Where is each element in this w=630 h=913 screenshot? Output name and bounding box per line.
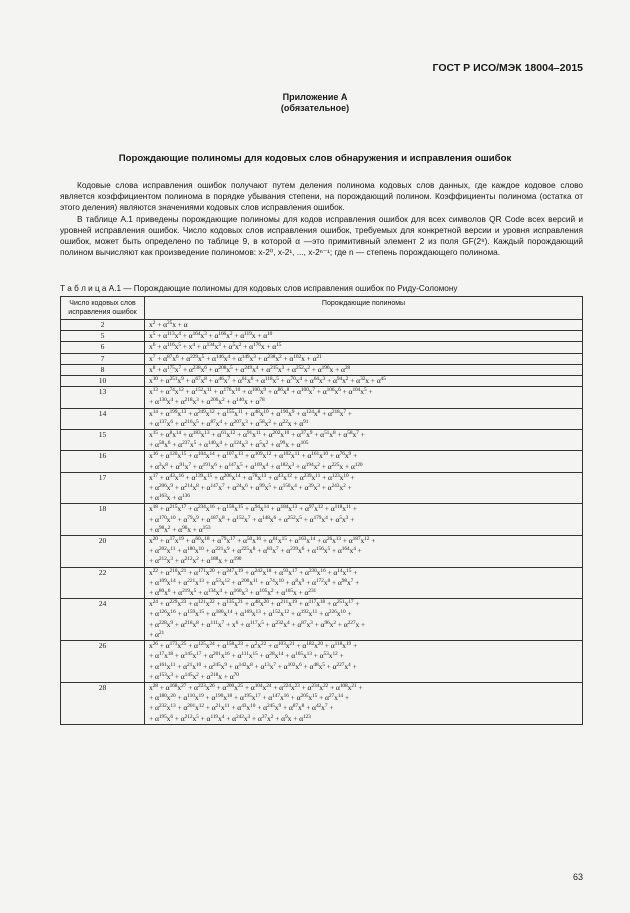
polynomial-line: + $\alpha^{109}x^{14} + \alpha^{221}x^{13} + \alpha^{53}x^{12} + \alpha^{200}x^{11} + \alpha^{74}x^{10} + \alpha^8x^9 + \alpha^{172}x^8 + \alpha^{98}x^7$ +: [149, 577, 360, 587]
annex-title: Приложение А: [282, 92, 348, 102]
codeword-count: 26: [61, 641, 145, 683]
polynomial-line: + $\alpha^{58}x^6 + \alpha^{237}x^5 + \alpha^{140}x^4 + \alpha^{124}x^3 + \alpha^5x^2 + \alpha^{99}x + \alpha^{105}$: [149, 440, 309, 450]
paragraph-2: В таблице А.1 приведены порождающие полиномы для кодов исправления ошибок для всех символов QR Code всех версий и уровней исправления ошибок. Число кодовых слов исправления ошибок, требуемых для конкретной версии и уровня исправления ошибок, может быть определено по таблице 9, в которой α —это примитивный элемент 2 из поля GF(2⁸). Каждый порождающий полином вычисляют как произведение полиномов: x-2⁰, x-2¹, ..., x-2ⁿ⁻¹; где n — степень порождающего полинома.: [60, 213, 583, 258]
codeword-count: 10: [61, 376, 145, 387]
codeword-count: 20: [61, 536, 145, 568]
polynomial-line: $x^8 + \alpha^{175}x^7 + \alpha^{238}x^6 + \alpha^{208}x^5 + \alpha^{249}x^4 + \alpha^{215}x^3 + \alpha^{252}x^2 + \alpha^{196}x + \alpha^{28}$: [149, 364, 351, 374]
table-row: [61, 599, 583, 641]
polynomial-line: $x^{18} + \alpha^{215}x^{17} + \alpha^{234}x^{16} + \alpha^{158}x^{15} + \alpha^{94}x^{14} + \alpha^{184}x^{13} + \alpha^{97}x^{12} + \alpha^{118}x^{11}$ +: [149, 504, 357, 514]
generator-polynomial: [145, 504, 583, 536]
table-row: [61, 353, 583, 364]
table-row: [61, 536, 583, 568]
table-row: [61, 641, 583, 683]
table-row: [61, 387, 583, 408]
codeword-count: 13: [61, 387, 145, 408]
generator-polynomial: [145, 342, 583, 353]
codeword-count: 16: [61, 451, 145, 472]
table-row: [61, 472, 583, 504]
column-header-polynomials: Порождающие полиномы: [145, 297, 583, 320]
polynomial-line: $x^{20} + \alpha^{17}x^{19} + \alpha^{60}x^{18} + \alpha^{79}x^{17} + \alpha^{50}x^{16} + \alpha^{61}x^{15} + \alpha^{163}x^{14} + \alpha^{26}x^{13} + \alpha^{187}x^{12}$ +: [149, 536, 376, 546]
polynomial-line: + $\alpha^{21}$: [149, 629, 165, 639]
generator-polynomial: [145, 472, 583, 504]
generator-polynomial: [145, 430, 583, 451]
polynomial-line: + $\alpha^{206}x^9 + \alpha^{214}x^8 + \alpha^{147}x^7 + \alpha^{24}x^6 + \alpha^{99}x^5 + \alpha^{150}x^4 + \alpha^{39}x^3 + \alpha^{243}x^2$ +: [149, 483, 352, 493]
generator-polynomials-table: [60, 296, 583, 725]
codeword-count: 8: [61, 364, 145, 375]
polynomial-line: + $\alpha^{163}x + \alpha^{136}$: [149, 493, 190, 503]
polynomial-line: $x^{15} + \alpha^8x^{14} + \alpha^{183}x^{13} + \alpha^{61}x^{12} + \alpha^{91}x^{11} + \alpha^{202}x^{10} + \alpha^{37}x^9 + \alpha^{51}x^8 + \alpha^{58}x^7$ +: [149, 430, 365, 440]
polynomial-line: + $\alpha^{212}x^3 + \alpha^{212}x^2 + \alpha^{188}x + \alpha^{190}$: [149, 556, 242, 566]
table-row: [61, 682, 583, 724]
polynomial-line: + $\alpha^{180}x^{20} + \alpha^{110}x^{19} + \alpha^{190}x^{18} + \alpha^{195}x^{17} + \alpha^{147}x^{16} + \alpha^{205}x^{15} + \alpha^{27}x^{14}$ +: [149, 693, 350, 703]
generator-polynomial: [145, 536, 583, 568]
polynomial-line: + $\alpha^{137}x^6 + \alpha^{216}x^5 + \alpha^{87}x^4 + \alpha^{207}x^3 + \alpha^{58}x^2 + \alpha^{22}x + \alpha^{91}$: [149, 418, 309, 428]
table-header-row: [61, 297, 583, 320]
generator-polynomial: [145, 387, 583, 408]
polynomial-line: + $\alpha^{228}x^9 + \alpha^{218}x^8 + \alpha^{111}x^7 + x^6 + \alpha^{117}x^5 + \alpha^{232}x^4 + \alpha^{87}x^3 + \alpha^{96}x^2 + \alpha^{227}x$ +: [149, 619, 366, 629]
polynomial-line: $x^{13} + \alpha^{74}x^{12} + \alpha^{152}x^{11} + \alpha^{176}x^{10} + \alpha^{100}x^9 + \alpha^{86}x^8 + \alpha^{100}x^7 + \alpha^{106}x^6 + \alpha^{104}x^5$ +: [149, 387, 373, 397]
table-row: [61, 364, 583, 375]
codeword-count: 17: [61, 472, 145, 504]
table-row: [61, 504, 583, 536]
generator-polynomial: [145, 331, 583, 342]
annex-heading: [0, 92, 630, 114]
codeword-count: 22: [61, 567, 145, 599]
codeword-count: 7: [61, 353, 145, 364]
standard-header: ГОСТ Р ИСО/МЭК 18004–2015: [432, 62, 583, 74]
table-row: [61, 320, 583, 331]
generator-polynomial: [145, 599, 583, 641]
codeword-count: 6: [61, 342, 145, 353]
polynomial-line: + $\alpha^{126}x^{16} + \alpha^{159}x^{15} + \alpha^{180}x^{14} + \alpha^{169}x^{13} + \alpha^{152}x^{12} + \alpha^{192}x^{11} + \alpha^{226}x^{10}$ +: [149, 609, 352, 619]
section-title: Порождающие полиномы для кодовых слов обнаружения и исправления ошибок: [118, 153, 512, 164]
paragraph-1: Кодовые слова исправления ошибок получают путем деления полинома кодовых слов данных, где каждое кодовое слово является коэффициентом полинома в порядке убывания степени, на порождающий полином. Коэффициенты полинома (остатка от этого деления) являются значениями кодовых слов исправления ошибок.: [60, 180, 583, 213]
generator-polynomial: [145, 641, 583, 683]
polynomial-line: $x^{28} + \alpha^{168}x^{27} + \alpha^{223}x^{26} + \alpha^{200}x^{25} + \alpha^{104}x^{24} + \alpha^{224}x^{23} + \alpha^{234}x^{22} + \alpha^{108}x^{21}$ +: [149, 682, 363, 692]
generator-polynomial: [145, 320, 583, 331]
polynomial-line: + $\alpha^{232}x^{13} + \alpha^{201}x^{12} + \alpha^{21}x^{11} + \alpha^{43}x^{10} + \alpha^{245}x^9 + \alpha^{87}x^8 + \alpha^{42}x^7$ +: [149, 703, 334, 713]
polynomial-line: $x^{17} + \alpha^{43}x^{16} + \alpha^{139}x^{15} + \alpha^{206}x^{14} + \alpha^{78}x^{13} + \alpha^{43}x^{12} + \alpha^{239}x^{11} + \alpha^{123}x^{10}$ +: [149, 472, 355, 482]
polynomial-line: + $\alpha^{161}x^{11} + \alpha^{21}x^{10} + \alpha^{245}x^9 + \alpha^{142}x^8 + \alpha^{13}x^7 + \alpha^{102}x^6 + \alpha^{48}x^5 + \alpha^{227}x^4$ +: [149, 661, 357, 671]
generator-polynomial: [145, 364, 583, 375]
polynomial-line: $x^{24} + \alpha^{229}x^{23} + \alpha^{121}x^{22} + \alpha^{135}x^{21} + \alpha^{48}x^{20} + \alpha^{211}x^{19} + \alpha^{117}x^{18} + \alpha^{251}x^{17}$ +: [149, 599, 360, 609]
codeword-count: 24: [61, 599, 145, 641]
polynomial-line: + $\alpha^{80}x^6 + \alpha^{219}x^5 + \alpha^{134}x^4 + \alpha^{160}x^3 + \alpha^{105}x^2 + \alpha^{165}x + \alpha^{231}$: [149, 588, 317, 598]
codeword-count: 14: [61, 408, 145, 429]
polynomial-line: $x^6 + \alpha^{116}x^5 + x^4 + \alpha^{134}x^3 + \alpha^5x^2 + \alpha^{176}x + \alpha^{15}$: [149, 342, 282, 352]
polynomial-line: + $\alpha^{202}x^{11} + \alpha^{180}x^{10} + \alpha^{221}x^9 + \alpha^{225}x^8 + \alpha^{83}x^7 + \alpha^{239}x^6 + \alpha^{156}x^5 + \alpha^{164}x^4$ +: [149, 546, 362, 556]
generator-polynomial: [145, 682, 583, 724]
table-caption: Т а б л и ц а А.1 — Порождающие полиномы для кодовых слов исправления ошибок по Риду-Соломону: [60, 284, 458, 293]
polynomial-line: $x^{14} + \alpha^{199}x^{13} + \alpha^{249}x^{12} + \alpha^{155}x^{11} + \alpha^{48}x^{10} + \alpha^{190}x^9 + \alpha^{124}x^8 + \alpha^{218}x^7$ +: [149, 408, 352, 418]
polynomial-line: + $\alpha^{98}x^2 + \alpha^{96}x + \alpha^{153}$: [149, 524, 211, 534]
table-row: [61, 331, 583, 342]
table-row: [61, 408, 583, 429]
polynomial-line: $x^{26} + \alpha^{173}x^{25} + \alpha^{125}x^{24} + \alpha^{158}x^{23} + \alpha^2x^{22} + \alpha^{103}x^{21} + \alpha^{182}x^{20} + \alpha^{118}x^{19}$ +: [149, 641, 358, 651]
table-row: [61, 342, 583, 353]
codeword-count: 18: [61, 504, 145, 536]
polynomial-line: $x^{10} + \alpha^{251}x^9 + \alpha^{67}x^8 + \alpha^{46}x^7 + \alpha^{61}x^6 + \alpha^{118}x^5 + \alpha^{70}x^4 + \alpha^{64}x^3 + \alpha^{94}x^2 + \alpha^{32}x + \alpha^{45}$: [149, 376, 386, 386]
polynomial-line: + $\alpha^{130}x^4 + \alpha^{218}x^3 + \alpha^{206}x^2 + \alpha^{140}x + \alpha^{78}$: [149, 397, 265, 407]
polynomial-line: $x^{22} + \alpha^{210}x^{21} + \alpha^{171}x^{20} + \alpha^{247}x^{19} + \alpha^{242}x^{18} + \alpha^{93}x^{17} + \alpha^{230}x^{16} + \alpha^{14}x^{15}$ +: [149, 567, 358, 577]
polynomial-line: + $\alpha^{153}x^3 + \alpha^{145}x^2 + \alpha^{218}x + \alpha^{70}$: [149, 671, 239, 681]
polynomial-line: + $\alpha^{17}x^{18} + \alpha^{145}x^{17} + \alpha^{201}x^{16} + \alpha^{111}x^{15} + \alpha^{28}x^{14} + \alpha^{165}x^{13} + \alpha^{53}x^{12}$ +: [149, 651, 344, 661]
generator-polynomial: [145, 353, 583, 364]
polynomial-line: $x^7 + \alpha^{87}x^6 + \alpha^{229}x^5 + \alpha^{146}x^4 + \alpha^{149}x^3 + \alpha^{238}x^2 + \alpha^{102}x + \alpha^{21}$: [149, 353, 322, 363]
body-text: [60, 180, 583, 258]
column-header-codewords: Число кодовых слов исправления ошибок: [61, 297, 145, 320]
annex-status: (обязательное): [280, 103, 350, 113]
codeword-count: 5: [61, 331, 145, 342]
polynomial-line: $x^{16} + \alpha^{120}x^{15} + \alpha^{104}x^{14} + \alpha^{107}x^{13} + \alpha^{109}x^{12} + \alpha^{102}x^{11} + \alpha^{161}x^{10} + \alpha^{76}x^9$ +: [149, 451, 358, 461]
polynomial-line: $x^2 + \alpha^{25}x + \alpha$: [149, 320, 188, 329]
codeword-count: 2: [61, 320, 145, 331]
polynomial-line: + $\alpha^{170}x^{10} + \alpha^{79}x^9 + \alpha^{187}x^8 + \alpha^{152}x^7 + \alpha^{148}x^6 + \alpha^{252}x^5 + \alpha^{179}x^4 + \alpha^5x^3$ +: [149, 514, 355, 524]
codeword-count: 28: [61, 682, 145, 724]
generator-polynomial: [145, 451, 583, 472]
codeword-count: 15: [61, 430, 145, 451]
generator-polynomial: [145, 376, 583, 387]
table-row: [61, 451, 583, 472]
polynomial-line: $x^5 + \alpha^{113}x^4 + \alpha^{164}x^3 + \alpha^{166}x^2 + \alpha^{119}x + \alpha^{10}$: [149, 331, 273, 341]
generator-polynomial: [145, 408, 583, 429]
polynomial-line: + $\alpha^3x^8 + \alpha^{91}x^7 + \alpha^{191}x^6 + \alpha^{147}x^5 + \alpha^{169}x^4 + \alpha^{182}x^3 + \alpha^{194}x^2 + \alpha^{225}x + \alpha^{120}$: [149, 461, 363, 471]
table-row: [61, 430, 583, 451]
polynomial-line: + $\alpha^{195}x^6 + \alpha^{212}x^5 + \alpha^{119}x^4 + \alpha^{242}x^3 + \alpha^{37}x^2 + \alpha^9x + \alpha^{123}$: [149, 713, 311, 723]
page-number: 63: [572, 872, 583, 882]
table-row: [61, 376, 583, 387]
table-row: [61, 567, 583, 599]
generator-polynomial: [145, 567, 583, 599]
